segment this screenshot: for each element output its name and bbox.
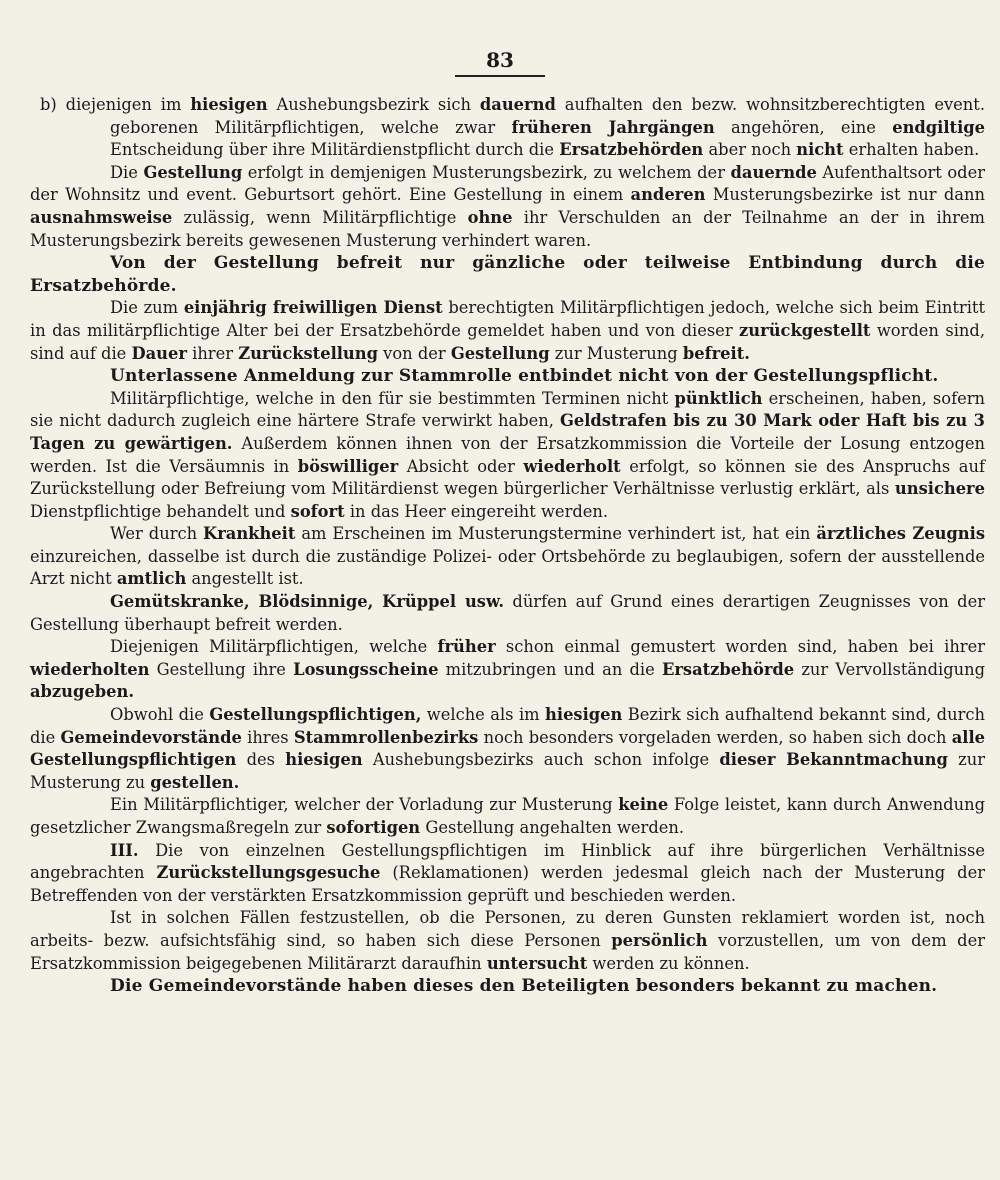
- text-run: Ist in solchen Fällen festzustellen, ob die Personen, zu deren Gunsten reklamiert worden ist, noch arbeits- bezw. aufsichtsfähig sind, so haben sich diese Personen: [30, 908, 985, 950]
- text-run: zulässig, wenn Militärpflichtige: [172, 207, 468, 227]
- emphasized-text: hiesigen: [545, 705, 623, 725]
- text-run: Aufenthaltsort oder der Wohnsitz und event. Geburtsort gehört. Eine Gestellung in einem: [30, 162, 985, 205]
- emphasized-text: früher: [437, 637, 496, 657]
- emphasized-text: persönlich: [611, 930, 708, 950]
- text-run: Die zum: [110, 298, 184, 318]
- text-run: aber noch: [703, 140, 797, 160]
- emphasized-text: Zurückstellungsgesuche: [156, 863, 381, 883]
- paragraph: [30, 388, 985, 524]
- emphasized-text: endgiltige: [892, 117, 986, 137]
- text-run: noch besonders vorgeladen werden, so haben sich doch: [478, 727, 952, 747]
- text-run: werden zu können.: [587, 953, 750, 973]
- paragraph: [30, 704, 985, 794]
- emphasized-text: ärztliches Zeugnis: [816, 524, 985, 544]
- text-run: Bezirk sich aufhaltend bekannt sind, durch die: [30, 705, 985, 747]
- text-run: Wer durch: [110, 524, 204, 544]
- paragraph: [30, 162, 985, 252]
- emphasized-text: Von der Gestellung befreit nur gänzliche oder teilweise Entbindung durch die Ersatzbehörde.: [30, 253, 985, 296]
- text-run: Aushebungsbezirk sich: [267, 95, 480, 114]
- emphasized-text: Gestellungspflichtigen,: [209, 705, 422, 725]
- text-run: Militärpflichtige, welche in den für sie bestimmten Terminen nicht: [110, 388, 675, 408]
- text-run: Aushebungsbezirks auch schon infolge: [362, 750, 720, 770]
- emphasized-text: hiesigen: [190, 95, 268, 114]
- paragraph: [30, 840, 985, 908]
- text-run: in das Heer eingereiht werden.: [344, 501, 609, 521]
- text-run: Die von einzelnen Gestellungspflichtigen im Hinblick auf ihre bürgerlichen Verhältnisse angebrachten: [30, 840, 985, 883]
- emphasized-text: Krankheit: [203, 524, 296, 544]
- emphasized-text: keine: [618, 795, 669, 815]
- text-run: welche als im: [421, 705, 546, 725]
- emphasized-text: einjährig freiwilligen Dienst: [183, 298, 443, 318]
- text-run: angehören, eine: [714, 117, 893, 137]
- text-run: b) diejenigen im: [40, 95, 191, 114]
- page-number-rule: [455, 75, 545, 77]
- emphasized-text: hiesigen: [285, 750, 363, 770]
- text-run: Gestellung angehalten werden.: [420, 818, 685, 837]
- text-run: Entscheidung über ihre Militärdienstpflicht durch die: [110, 140, 560, 160]
- text-run: erhalten haben.: [843, 140, 980, 160]
- paragraph: [30, 591, 985, 636]
- emphasized-text: ausnahmsweise: [30, 207, 173, 227]
- emphasized-text: Dauer: [131, 343, 187, 363]
- emphasized-text: anderen: [630, 185, 706, 205]
- emphasized-text: Gemütskranke, Blödsinnige, Krüppel usw.: [110, 592, 504, 612]
- emphasized-text: ohne: [467, 207, 513, 227]
- text-run: mitzubringen und an die: [438, 659, 662, 679]
- text-run: schon einmal gemustert worden sind, haben bei ihrer: [495, 637, 986, 657]
- text-run: dürfen auf Grund eines derartigen Zeugnisses von der Gestellung überhaupt befreit werden.: [30, 592, 985, 634]
- paragraph: [30, 907, 985, 975]
- paragraph: [30, 365, 985, 388]
- text-run: zur Vervollständigung: [794, 659, 986, 679]
- text-run: ihrer: [186, 343, 239, 363]
- text-run: Außerdem können ihnen von der Ersatzkommission die Vorteile der Losung entzogen werden. Ist die Versäumnis in: [30, 433, 985, 476]
- emphasized-text: befreit.: [682, 343, 750, 363]
- text-run: berechtigten Militärpflichtigen jedoch, welche sich beim Eintritt in das militärpflichtige Alter bei der Ersatzbehörde gemeldet haben und von dieser: [30, 298, 986, 340]
- emphasized-text: wiederholt: [523, 456, 621, 476]
- emphasized-text: dauernde: [730, 162, 817, 182]
- emphasized-text: gestellen.: [150, 772, 240, 792]
- emphasized-text: Die Gemeindevorstände haben dieses den Beteiligten besonders bekannt zu machen.: [110, 976, 938, 997]
- emphasized-text: Zurückstellung: [238, 343, 378, 363]
- text-run: einzureichen, dasselbe ist durch die zuständige Polizei- oder Ortsbehörde zu beglaubigen, sofern der ausstellende Arzt nicht: [30, 546, 985, 589]
- paragraph: [30, 297, 985, 365]
- text-run: Dienstpflichtige behandelt und: [30, 501, 291, 521]
- text-run: erfolgt in demjenigen Musterungsbezirk, zu welchem der: [242, 162, 731, 182]
- page-number: 83: [486, 48, 514, 72]
- emphasized-text: III.: [110, 840, 139, 860]
- emphasized-text: wiederholten: [30, 659, 150, 679]
- emphasized-text: sofort: [290, 501, 345, 521]
- emphasized-text: unsichere: [894, 479, 985, 499]
- emphasized-text: Unterlassene Anmeldung zur Stammrolle entbindet nicht von der Gestellungspflicht.: [110, 366, 939, 387]
- paragraph: [30, 252, 985, 297]
- paragraph: [30, 523, 985, 591]
- text-run: erscheinen, haben, sofern sie nicht dadurch zugleich eine härtere Strafe verwirkt haben,: [30, 388, 985, 431]
- emphasized-text: früheren Jahrgängen: [511, 117, 715, 137]
- emphasized-text: Gestellung: [143, 162, 243, 182]
- text-run: Absicht oder: [398, 456, 524, 476]
- emphasized-text: nicht: [796, 140, 844, 160]
- text-run: erfolgt, so können sie des Anspruchs auf Zurückstellung oder Befreiung vom Militärdienst wegen bürgerlicher Verhältnisse verlustig erklärt, als: [30, 456, 986, 499]
- text-run: Die: [110, 162, 144, 182]
- text-run: aufhalten den bezw. wohnsitzberechtigten event. geborenen Militärpflichtigen, welche zwar: [110, 95, 985, 137]
- text-run: worden sind, sind auf die: [30, 320, 986, 363]
- emphasized-text: dieser Bekanntmachung: [719, 750, 948, 770]
- emphasized-text: alle Gestellungspflichtigen: [30, 727, 985, 770]
- text-run: Ein Militärpflichtiger, welcher der Vorladung zur Musterung: [110, 795, 619, 815]
- emphasized-text: abzugeben.: [30, 682, 135, 702]
- text-run: zur Musterung zu: [30, 750, 985, 792]
- emphasized-text: Ersatzbehörden: [559, 140, 704, 160]
- emphasized-text: untersucht: [486, 953, 588, 973]
- text-run: von der: [378, 343, 451, 363]
- text-run: ihr Verschulden an der Teilnahme an der in ihrem Musterungsbezirk bereits gewesenen Musterung verhindert waren.: [30, 207, 985, 250]
- paragraph: [30, 94, 985, 162]
- text-run: Folge leistet, kann durch Anwendung gesetzlicher Zwangsmaßregeln zur: [30, 795, 985, 837]
- emphasized-text: dauernd: [479, 95, 556, 114]
- emphasized-text: sofortigen: [326, 818, 421, 837]
- text-run: ihres: [241, 727, 294, 747]
- text-run: vorzustellen, um von dem der Ersatzkommission beigegebenen Militärarzt daraufhin: [30, 930, 986, 973]
- text-run: (Reklamationen) werden jedesmal gleich nach der Musterung der Betreffenden von der verstärkten Ersatzkommission geprüft und beschieden werden.: [30, 863, 985, 905]
- emphasized-text: Gemeindevorstände: [60, 727, 242, 747]
- text-run: Musterungsbezirke ist nur dann: [705, 185, 985, 205]
- emphasized-text: Losungsscheine: [293, 659, 439, 679]
- emphasized-text: Geldstrafen bis zu 30 Mark oder Haft bis zu 3 Tagen zu gewärtigen.: [30, 411, 985, 453]
- emphasized-text: Stammrollenbezirks: [293, 727, 479, 747]
- paragraph: [30, 975, 985, 998]
- emphasized-text: amtlich: [116, 569, 187, 589]
- emphasized-text: zurückgestellt: [739, 320, 871, 340]
- text-run: des: [236, 750, 286, 770]
- document-body: [30, 94, 985, 998]
- text-run: am Erscheinen im Musterungstermine verhindert ist, hat ein: [295, 524, 817, 544]
- text-run: Gestellung ihre: [149, 659, 294, 679]
- emphasized-text: Gestellung: [450, 343, 550, 363]
- paragraph: [30, 794, 985, 839]
- emphasized-text: Ersatzbehörde: [661, 659, 795, 679]
- text-run: angestellt ist.: [186, 569, 304, 589]
- text-run: Diejenigen Militärpflichtigen, welche: [110, 637, 438, 657]
- emphasized-text: böswilliger: [297, 456, 399, 476]
- text-run: zur Musterung: [549, 343, 683, 363]
- emphasized-text: pünktlich: [674, 388, 763, 408]
- paragraph: [30, 636, 985, 704]
- text-run: Obwohl die: [110, 705, 210, 725]
